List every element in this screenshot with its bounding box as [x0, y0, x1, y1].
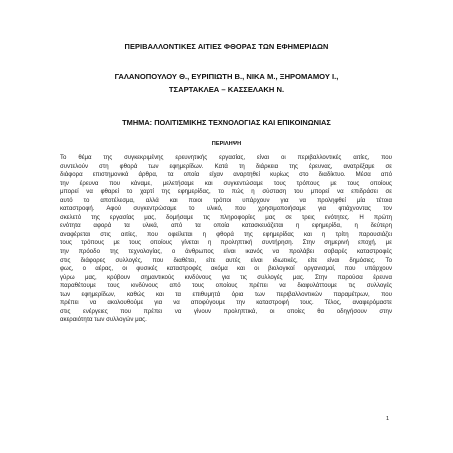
abstract-line: στις ενέργειες που πρέπει να γίνουν προληπτικά, οι οποίες θα οδηγήσουν στην: [60, 307, 392, 315]
abstract-line: καταστροφή. Αφού συγκεντρώσαμε το υλικό, που χρησιμοποιήσαμε για φτιάχνοντας τον: [60, 205, 392, 213]
abstract-line: γύρω μας, κρύβουν σημαντικούς κινδύνους για τις συλλογές μας. Στην παρούσα έρευνα: [60, 273, 392, 281]
department-heading: ΤΜΗΜΑ: ΠΟΛΙΤΙΣΜΙΚΗΣ ΤΕΧΝΟΛΟΓΙΑΣ ΚΑΙ ΕΠΙΚΟΙΝΩΝΙΑΣ: [122, 118, 331, 127]
page-number: 1: [386, 416, 390, 422]
author-line: ΓΑΛΑΝΟΠΟΥΛΟΥ Θ., ΕΥΡΙΠΙΩΤΗ Β., ΝΙΚΑ Μ., ΞΗΡΟΜΑΜΟΥ Ι.,: [114, 72, 339, 81]
document-title: ΠΕΡΙΒΑΛΛΟΝΤΙΚΕΣ ΑΙΤΙΕΣ ΦΘΟΡΑΣ ΤΩΝ ΕΦΗΜΕΡΙΔΩΝ: [124, 42, 329, 51]
abstract-line: αναφέρεται στις αιτίες, που οφείλεται η φθορά της εφημερίδας και η τρίτη παρουσιάζει: [60, 230, 392, 238]
abstract-line: σκελετό της εργασίας μας, δομήσαμε τις πληροφορίες μας σε τρεις ενότητες. Η πρώτη: [60, 213, 392, 221]
abstract-line: ακεραιότητα των συλλογών μας.: [60, 316, 147, 324]
abstract-line: φως, ο αέρας, οι φυσικές καταστροφές ακόμα και οι βιολογικοί οργανισμοί, που υπάρχουν: [60, 265, 392, 273]
abstract-body: [60, 154, 392, 325]
abstract-line: την πρόοδο της τεχνολογίας, ο άνθρωπος είναι ικανός να προλάβει σοβαρές καταστροφές: [60, 248, 392, 256]
abstract-line: στις διάφορες συλλογές, που διαθέτει, είτε αυτές είναι ιδιωτικές, είτε είναι δημόσιες. Το: [60, 256, 392, 264]
abstract-line: αυτό το αποτέλεσμα, αλλά και ποιοι τρόποι υπάρχουν για να προληφθεί μία τέτοια: [60, 196, 392, 204]
abstract-line: Το θέμα της συγκεκριμένης ερευνητικής εργασίας, είναι οι περιβαλλοντικές αιτίες, που: [60, 154, 392, 161]
author-line: ΤΣΑΡΤΑΚΛΕΑ – ΚΑΣΣΕΛΑΚΗ Ν.: [168, 85, 285, 94]
abstract-line: των εφημερίδων, καθώς και τα επιθυμητά όρια των περιβαλλοντικών παραμέτρων, που: [60, 290, 392, 298]
abstract-line: πρέπει να ακολουθούμε για να αποφύγουμε την καταστροφή τους. Τέλος, αναφερόμαστε: [60, 299, 392, 307]
abstract-line: συντελούν στη φθορά των εφημερίδων. Κατά τη διάρκεια της έρευνας, ανατρέξαμε σε: [60, 162, 392, 170]
abstract-heading: ΠΕΡΙΛΗΨΗ: [211, 141, 242, 147]
author-list: [60, 70, 393, 96]
abstract-line: διάφορα επιστημονικά άρθρα, τα οποία είχαν αναρτηθεί κυρίως στο διαδίκτυο. Μέσα από: [60, 171, 392, 179]
abstract-line: τους τρόπους με τους οποίους γίνεται η προληπτική συντήρηση. Στην σημερινή εποχή, με: [60, 239, 392, 247]
abstract-line: μπορεί να φθαρεί το χαρτί της εφημερίδας, το πώς η σύσταση του μπορεί να επιδράσει σε: [60, 188, 392, 196]
abstract-line: ενότητα αφορά τα υλικά, από τα οποία κατασκευάζεται η εφημερίδα, η δεύτερη: [60, 222, 392, 230]
abstract-line: την έρευνα που κάναμε, μελετήσαμε και συγκεντώσαμε τους τρόπους με τους οποίους: [60, 179, 392, 187]
abstract-line: παραθέτουμε τους κινδύνους από τους οποίους πρέπει να διαφυλάττουμε τις συλλογές: [60, 282, 392, 290]
